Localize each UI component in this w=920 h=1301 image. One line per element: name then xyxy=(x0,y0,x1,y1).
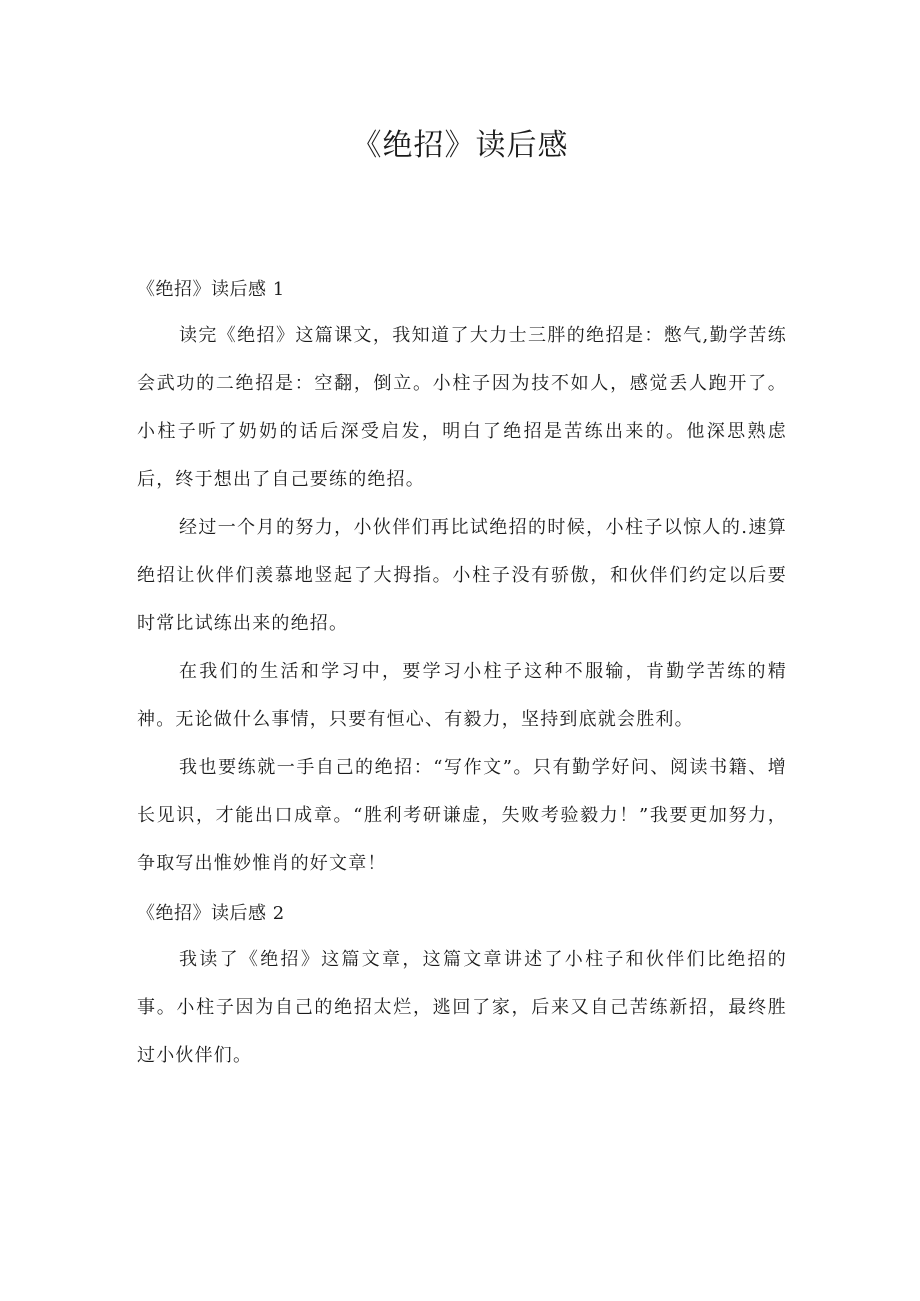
section-heading-1: 《绝招》读后感 1 xyxy=(137,279,285,300)
paragraph: 我也要练就一手自己的绝招：“写作文”。只有勤学好问、阅读书籍、增长见识，才能出口成章。“胜利考研谦虚，失败考验毅力！”我要更加努力，争取写出惟妙惟肖的好文章！ xyxy=(137,757,787,874)
paragraph: 在我们的生活和学习中，要学习小柱子这种不服输，肯勤学苦练的精神。无论做什么事情，只要有恒心、有毅力，坚持到底就会胜利。 xyxy=(137,661,787,730)
paragraph: 我读了《绝招》这篇文章，这篇文章讲述了小柱子和伙伴们比绝招的事。小柱子因为自己的绝招太烂，逃回了家，后来又自己苦练新招，最终胜过小伙伴们。 xyxy=(137,949,787,1066)
section-heading-2: 《绝招》读后感 2 xyxy=(137,903,285,924)
page-title: 《绝招》读后感 xyxy=(351,128,569,163)
paragraph: 经过一个月的努力，小伙伴们再比试绝招的时候，小柱子以惊人的.速算绝招让伙伴们羡慕地竖起了大拇指。小柱子没有骄傲，和伙伴们约定以后要时常比试练出来的绝招。 xyxy=(137,517,787,634)
paragraph: 读完《绝招》这篇课文，我知道了大力士三胖的绝招是：憋气,勤学苦练会武功的二绝招是：空翻，倒立。小柱子因为技不如人，感觉丢人跑开了。小柱子听了奶奶的话后深受启发，明白了绝招是苦练出来的。他深思熟虑后，终于想出了自己要练的绝招。 xyxy=(137,325,787,490)
